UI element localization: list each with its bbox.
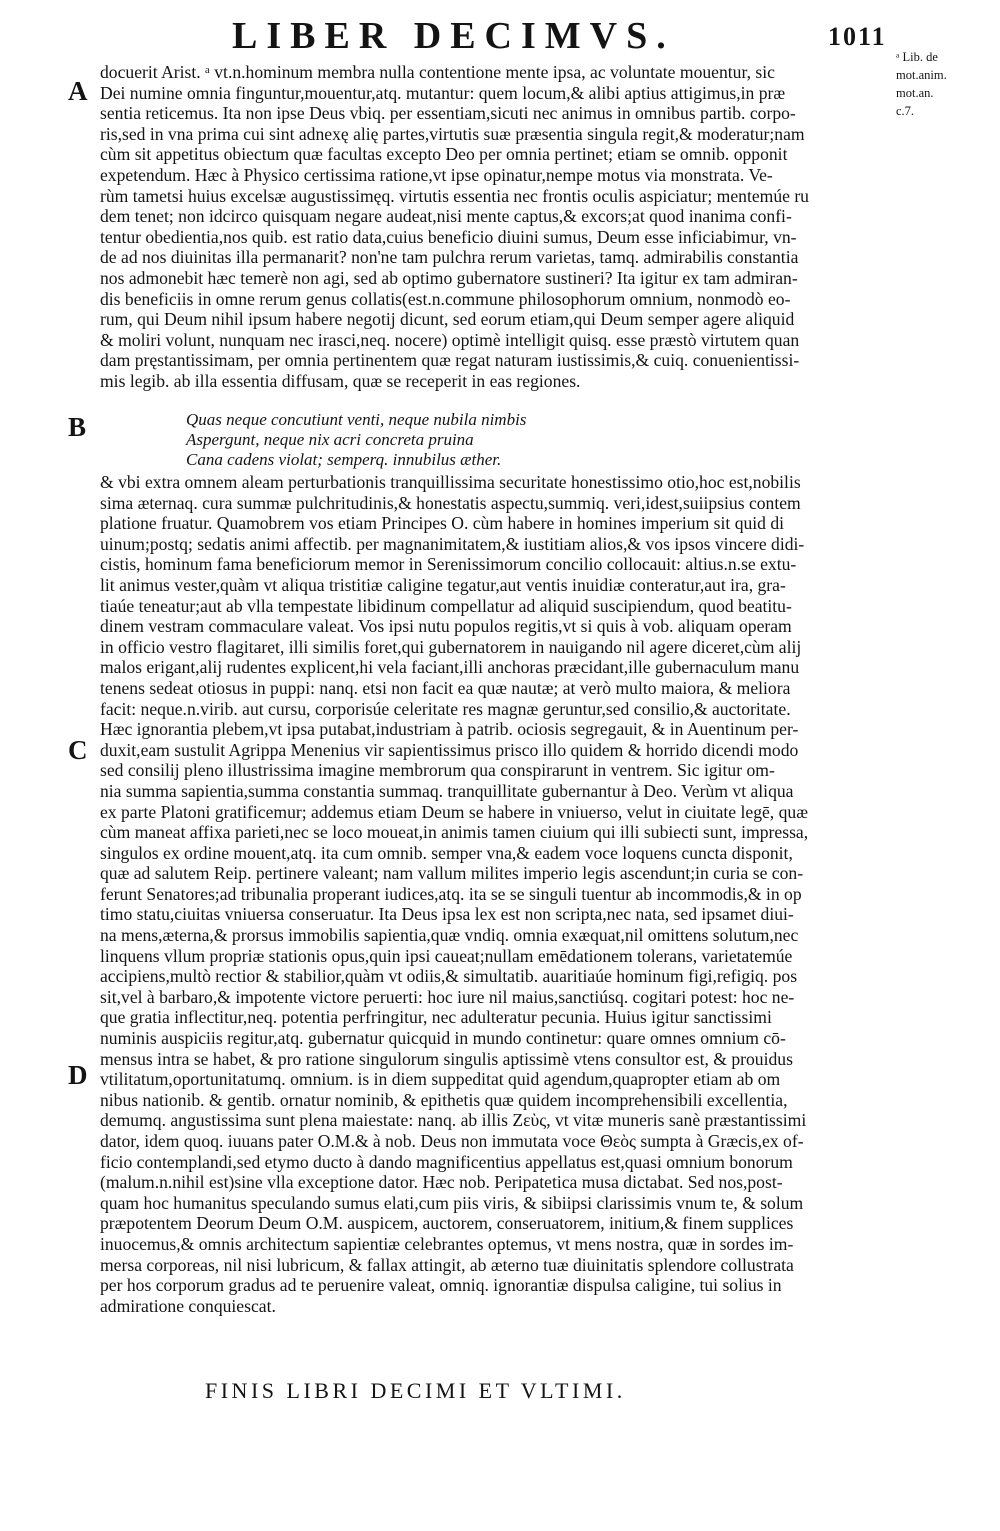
text-line: dinem vestram commaculare valeat. Vos ipsi nutu populos regitis,vt si quis à vob. aliquam operam: [100, 616, 792, 637]
margin-note-line: mot.anim.: [896, 68, 947, 82]
text-line: nos admonebit hæc temerè non agi, sed ab optimo gubernatore sustineri? Ita igitur ex tam admiran-: [100, 267, 798, 288]
text-line: tentur obedientia,nos quib. est ratio data,cuius beneficio diuini sumus, Deum esse inficiabimur, vn-: [100, 226, 797, 247]
text-line: cùm maneat affixa parieti,nec se loco moueat,in animis tamen ciuium qui illi subiecti sunt, impressa,: [100, 822, 809, 843]
text-line: (malum.n.nihil est)sine vlla exceptione dator. Hæc nob. Peripatetica musa dictabat. Sed nos,post-: [100, 1172, 783, 1193]
text-line: cùm sit appetitus obiectum quæ facultas excepto Deo per omnia pertinet; etiam se omnib. opponit: [100, 144, 788, 165]
text-line: dis beneficiis in omne rerum genus collatis(est.n.commune philosophorum omnium, nonmodò eo-: [100, 288, 791, 309]
text-line: dator, idem quoq. iuuans pater O.M.& à nob. Deus non immutata voce Θεὸς sumpta à Græcis,ex of-: [100, 1131, 804, 1151]
paragraph-block-1: [100, 62, 892, 392]
text-line: nibus nationib. & gentib. ornatur nominib, & epithetis quæ quidem incomprehensibili excellentia,: [100, 1089, 788, 1110]
text-line: quam hoc humanitus speculando sumus elati,cum piis viris, & sibiipsi clarissimis vnum te, & solum: [100, 1192, 804, 1213]
text-line: Dei numine omnia finguntur,mouentur,atq. mutantur: quem locum,& alibi aptius attigimus,in præ: [100, 82, 786, 103]
text-line: inuocemus,& omnis architectum sapientiæ celebrantes optemus, vt mens nostra, quæ in sordes im-: [100, 1233, 794, 1254]
finis-line: FINIS LIBRI DECIMI ET VLTIMI.: [205, 1378, 626, 1403]
text-line: mis legib. ab illa essentia diffusam, quæ se receperit in eas regiones.: [100, 370, 581, 391]
text-line: ex parte Platoni gratificemur; addemus etiam Deum se habere in vniuerso, velut in ciuitate legē, quæ: [100, 801, 808, 822]
text-line: dem tenet; non idcirco quisquam negare audeat,nisi mente captus,& excors;at quod inanima confi-: [100, 206, 792, 227]
text-line: sentia reticemus. Ita non ipse Deus vbiq. per essentiam,sicuti nec animus in omnibus partib. corpo-: [100, 103, 796, 124]
text-line: dam pręstantissimam, per omnia pertinentem quæ regat naturam iustissimis,& cuiq. conuenientissi-: [100, 350, 800, 371]
text-line: demumq. angustissima sunt plena maiestate: nanq. ab illis Ζεὺς, vt vitæ muneris sanè præstantissimi: [100, 1110, 807, 1131]
text-line: uinum;postq; sedatis animi affectib. per magnanimitatem,& iustitiam alios,& vos ipsos vincere didi-: [100, 533, 805, 554]
margin-note: [896, 48, 1000, 120]
text-line: vtilitatum,oportunitatumq. omnium. is in diem suppeditat quid agendum,quapropter etiam ab om: [100, 1069, 781, 1090]
text-line: mensus intra se habet, & pro ratione singulorum singulis aptissimè vtens consultor est, & prouidus: [100, 1048, 793, 1069]
text-line: admiratione conquiescat.: [100, 1295, 276, 1316]
text-line: sed consilij pleno illustrissima imagine membrorum qua conspirarunt in ventrem. Sic igitur om-: [100, 760, 775, 781]
text-line: que gratia inflectitur,neq. potentia perfringitur, nec adulteratur pecunia. Huius igitur sanctissimi: [100, 1007, 772, 1028]
verse-quotation: [186, 410, 526, 470]
section-letter-a: A: [68, 76, 88, 106]
verse-line: Aspergunt, neque nix acri concreta pruina: [186, 430, 474, 449]
text-line: numinis auspiciis regitur,atq. gubernatur quicquid in mundo continetur: quare omnes omnium cō-: [100, 1028, 786, 1049]
text-line: & moliri volunt, nunquam nec irasci,neq. nocere) optimè intelligit quisq. esse præstò virtutem quan: [100, 329, 800, 350]
text-line: rum, qui Deum nihil ipsum habere negotij dicunt, sed eorum etiam,qui Deum semper agere aliquid: [100, 309, 795, 330]
text-line: rùm tametsi huius excelsæ augustissimęq. virtutis essentia nec frontis oculis aspiciatur; mentemúe ru: [100, 185, 809, 206]
text-line: quæ ad salutem Reip. pertinere valeant; nam vallum milites imperio legis ascendunt;in curia se con-: [100, 863, 804, 884]
section-letter-c: C: [68, 735, 88, 765]
text-line: malos erigant,alij rudentes explicent,hi vela faciant,illi anchoras præcidant,ille gubernaculum manu: [100, 657, 800, 678]
section-letter-b: B: [68, 412, 87, 442]
text-line: de ad nos diuinitas illa permanarit? non'ne tam pulchra rerum varietas, tamq. admirabilis constantia: [100, 247, 799, 268]
text-line: ferunt Senatores;ad tribunalia properant iudices,atq. ita se se singuli tuentur ab incommodis,& in op: [100, 883, 802, 904]
text-line: nia summa sapientia,summa constantia summaq. tranquillitate gubernantur à Deo. Verùm vt aliqua: [100, 780, 794, 801]
page-number: 1011: [828, 22, 887, 51]
text-line: Hæc ignorantia plebem,vt ipsa putabat,industriam à patrib. ociosis segregauit, & in Auentinum per-: [100, 719, 799, 740]
text-line: tiaúe teneatur;aut ab vlla tempestate libidinum compellatur ad aliquid suscipiendum, quod beatitu-: [100, 595, 792, 616]
text-line: sit,vel à barbaro,& impotente victore peruerti: hoc iure nil maius,sanctiúsq. cogitari potest: hoc ne-: [100, 986, 795, 1007]
margin-note-line: ᵃ Lib. de: [896, 50, 938, 64]
text-line: sima æternaq. cura summæ pulchritudinis,& honestatis aspectu,summiq. veri,idest,suiipsius contem: [100, 492, 801, 513]
text-line: mersa corporeas, nil nisi lubricum, & fallax attingit, ab æterno tuæ diuinitatis splendore collustrata: [100, 1254, 794, 1275]
text-line: facit: neque.n.virib. aut cursu, corporisúe celeritate res magnæ geruntur,sed consilio,& auctoritate.: [100, 698, 791, 719]
text-line: na mens,æterna,& prorsus immobilis sapientia,quæ vndiq. omnia exæquat,nil omittens solutum,nec: [100, 925, 799, 946]
text-line: tenens sedeat otiosus in puppi: nanq. etsi non facit ea quæ nautæ; at verò multo maiora, & meliora: [100, 677, 791, 698]
section-letter-d: D: [68, 1060, 88, 1090]
text-line: cistis, hominum fama beneficiorum memor in Serenissimorum concilio collocauit: altius.n.se extu-: [100, 554, 797, 575]
text-line: timo statu,ciuitas vniuersa conseruatur. Ita Deus ipsa lex est non scripta,nec nata, sed ipsamet diui-: [100, 904, 794, 925]
running-head: LIBER DECIMVS.: [232, 15, 675, 57]
text-line: duxit,eam sustulit Agrippa Menenius vir sapientissimus prisco illo quidem & horrido dicendi modo: [100, 739, 799, 760]
text-line: præpotentem Deorum Deum O.M. auspicem, auctorem, conseruatorem, initium,& finem supplices: [100, 1213, 794, 1234]
text-line: platione fruatur. Quamobrem vos etiam Principes O. cùm habere in homines imperium sit quid di: [100, 513, 785, 534]
text-line: ficio contemplandi,sed etymo ducto à dando magnificentius appellatus est,quasi omnium bonorum: [100, 1151, 793, 1172]
text-line: per hos corporum gradus ad te peruenire valeat, omniq. ignorantiæ dispulsa caligine, tui solius in: [100, 1275, 782, 1296]
text-line: singulos ex ordine mouent,atq. ita cum omnib. semper vna,& eadem voce loquens cuncta disponit,: [100, 842, 793, 863]
text-line: & vbi extra omnem aleam perturbationis tranquillissima securitate honestissimo otio,hoc est,nobilis: [100, 472, 801, 492]
margin-note-line: c.7.: [896, 104, 915, 118]
text-line: in officio vestro flagitaret, illi similis foret,qui gubernatorem in nauigando nil agere diceret,cùm alij: [100, 636, 802, 657]
text-line: linquens vllum propriæ stationis opus,quin ipsi caueat;nullam emēdationem tolerans, varietatemúe: [100, 945, 793, 966]
text-line: docuerit Arist. ᵃ vt.n.hominum membra nulla contentione mente ipsa, ac voluntate mouentur, sic: [100, 62, 775, 82]
text-line: lit animus vester,quàm vt aliqua tristitiæ caligine tegatur,aut ventis inuidiæ conteratur,aut ira, gra-: [100, 574, 786, 595]
verse-line: Cana cadens violat; semperq. innubilus æther.: [186, 450, 502, 469]
text-line: ris,sed in vna prima cui sint adnexę alię partes,virtutis suæ præsentia singula regit,& moderatur;nam: [100, 123, 805, 144]
text-line: accipiens,multò rectior & stabilior,quàm vt odiis,& simultatib. auaritiaúe hominum figi,refigiq. pos: [100, 966, 798, 987]
margin-note-line: mot.an.: [896, 86, 934, 100]
text-line: expetendum. Hæc à Physico certissima ratione,vt ipse opinatur,nempe motus via monstrata. Ve-: [100, 164, 773, 185]
paragraph-block-2: [100, 472, 892, 1316]
verse-line: Quas neque concutiunt venti, neque nubila nimbis: [186, 410, 527, 429]
